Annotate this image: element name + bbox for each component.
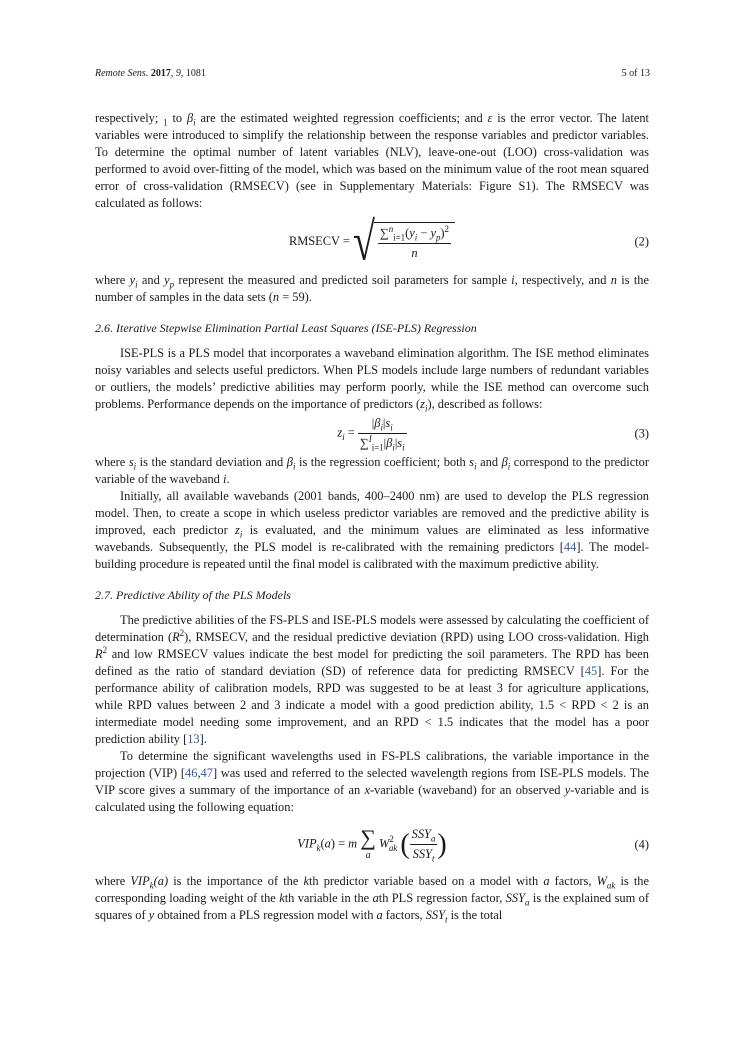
equation-zi: $z_i$ = $\frac{|\beta_i|s_i}{\sum^I_{i=1}|\beta_i|s_i}$ (3) [337,416,649,453]
paragraph-ise-procedure: Initially, all available wavebands (2001 bands, 400–2400 nm) are used to develop the PLS regression model. Then, to create a scope in which useless predictor variables are removed and the predictive ability is improved, each predictor $z_i$ is evaluated, and the minimum values are eliminated as less informative wavebands. Subsequently, the PLS model is re-calibrated with the remaining predictors [44]. The model-building procedure is repeated until the final model is calibrated with the maximum predictive ability. [95,489,650,571]
section-heading-predictive-ability: 2.7. Predictive Ability of the PLS Models [95,588,291,602]
equation-number: (3) [634,426,649,440]
citation-link[interactable]: 45 [584,664,598,678]
citation-link[interactable]: 46 [185,766,198,780]
citation-link[interactable]: 44 [563,540,577,554]
running-header-citation: Remote Sens. 2017, 9, 1081 [95,68,206,79]
paragraph-ise-pls: ISE-PLS is a PLS model that incorporates a waveband elimination algorithm. The ISE method eliminates noisy variables and selects useful predictors. When PLS models include large numbers of redundant variables or outliers, the models’ predictive abilities may perform poorly, while the ISE method can overcome such problems. Performance depends on the importance of predictors $(z_i)$, described as follows: [95,346,649,414]
citation-link[interactable]: 47 [200,766,213,780]
paragraph-zi-definition: where $s_i$ is the standard deviation and $\beta_i$ is the regression coefficient; both $s_i$ and $\beta_i$ correspond to the predictor variable of the waveband i. [95,455,649,486]
paragraph-vip: To determine the significant wavelengths used in FS-PLS calibrations, the variable importance in the projection (VIP) [46,47] was used and referred to the selected wavelength regions from ISE-PLS models. The VIP score gives a summary of the importance of an x-variable (waveband) for an observed y-variable and is calculated using the following equation: [95,749,649,814]
page-number: 5 of 13 [621,68,650,79]
page-body [95,110,649,924]
equation-rmsecv: RMSECV = √ $\frac{\sum^n_{i=1}(y_i - y_p)^2}{n}$ (2) [289,210,649,272]
journal-year: 2017 [150,68,171,79]
paragraph-predictive-ability: The predictive abilities of the FS-PLS and ISE-PLS models were assessed by calculating the coefficient of determination $(R^2)$, RMSECV, and the residual predictive deviation (RPD) using LOO cross-validation. High $R^2$ and low RMSECV values indicate the best model for predicting the soil parameters. The RPD has been defined as the ratio of standard deviation (SD) of reference data for predicting RMSECV [45]. For the performance ability of calibration models, RPD was suggested to be at least 3 for agriculture applications, while RPD values between 2 and 3 indicate a model with a good prediction ability, 1.5 < RPD < 2 is an intermediate model needing some improvement, and an RPD < 1.5 indicates that the model has a poor prediction ability [13]. [95,613,649,746]
equation-vip: $VIP_k(a) = m$ ∑ a $W^2_{ak}$ ( $\frac{SSY_a}{SSY_t}$ ) (4) [297,824,649,864]
equation-number: (2) [634,234,649,249]
journal-volume: 9 [175,68,181,79]
paragraph-rmsecv-definition: where $y_i$ and $y_p$ represent the measured and predicted soil parameters for sample i, respectively, and n is the number of samples in the data sets (n = 59). [95,273,649,304]
paragraph-vip-definition: where $VIP_k(a)$ is the importance of the kth predictor variable based on a model with a factors, $W_{ak}$ is the corresponding loading weight of the kth variable in the ath PLS regression factor, $SSY_a$ is the explained sum of squares of y obtained from a PLS regression model with a factors, $SSY_t$ is the total [95,874,649,925]
journal-name: Remote Sens. [95,68,149,79]
section-heading-ise-pls: 2.6. Iterative Stepwise Elimination Partial Least Squares (ISE-PLS) Regression [95,321,477,335]
equation-number: (4) [634,837,649,851]
paragraph-latent-variables: respectively; $_1$ to $\beta_i$ are the estimated weighted regression coefficients; and ε is the error vector. The latent variables were introduced to simplify the relationship between the response variables and predictor variables. To determine the optimal number of latent variables (NLV), leave-one-out (LOO) cross-validation was performed to avoid over-fitting of the model, which was based on the minimum value of the root mean squared error of cross-validation (RMSECV) (see in Supplementary Materials: Figure S1). The RMSECV was calculated as follows: [95,111,649,210]
citation-link[interactable]: 13 [187,732,200,746]
article-number: , 1081 [180,68,206,79]
